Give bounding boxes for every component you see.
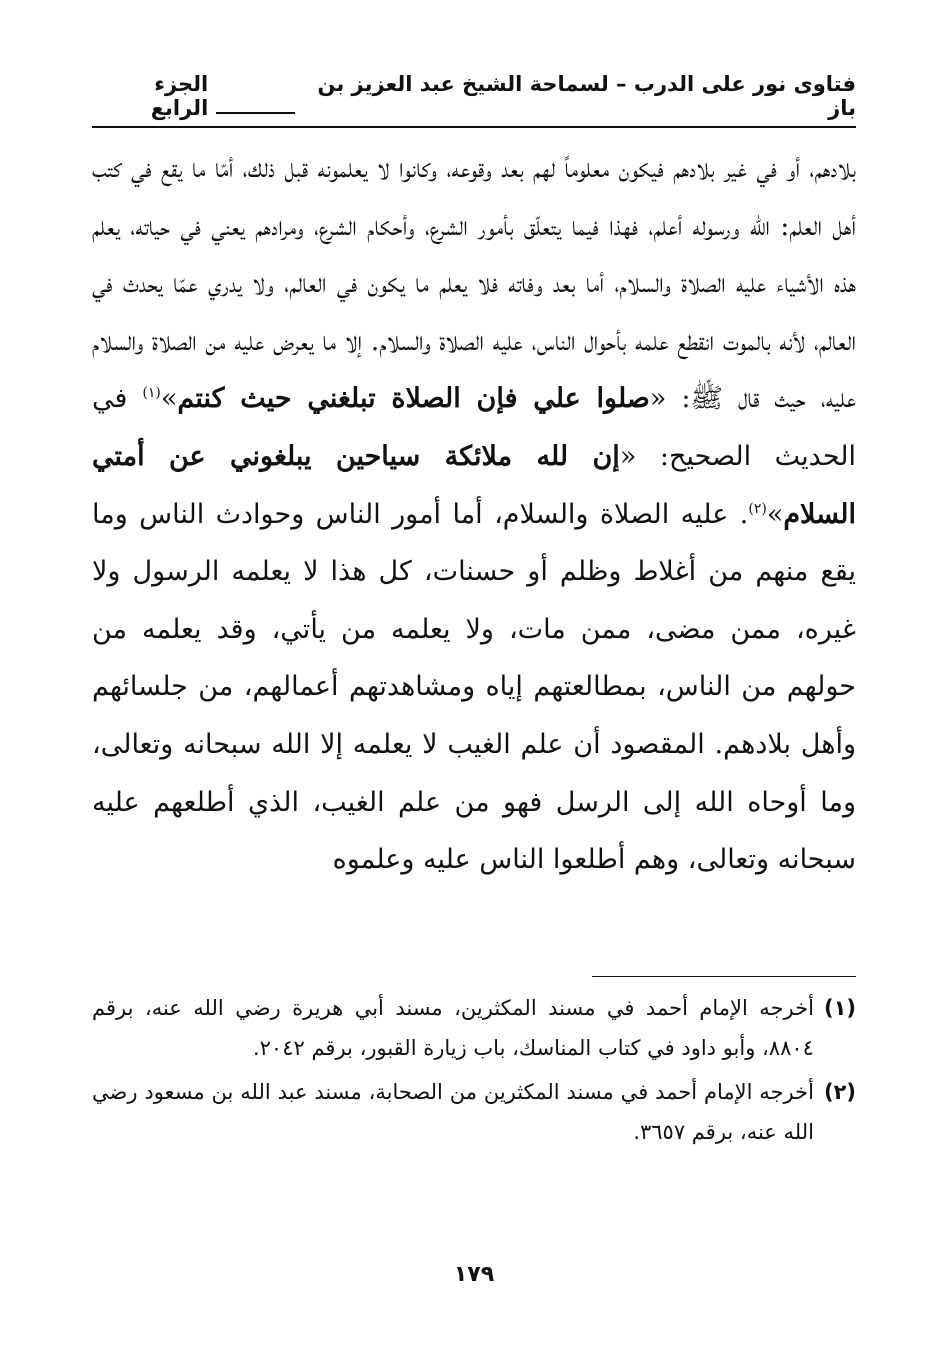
footnote-divider [592, 976, 856, 977]
main-text [92, 140, 856, 889]
book-title: فتاوى نور على الدرب [633, 72, 856, 96]
volume-label: الجزء الرابع [150, 72, 209, 120]
text-segment-4: » [766, 498, 784, 530]
text-segment-3: في الحديث الصحيح: « [92, 383, 856, 472]
header-rule [216, 112, 294, 114]
footnote-number: (٢) [823, 1080, 856, 1104]
running-header [92, 72, 856, 128]
footnote-text: أخرجه الإمام أحمد في مسند المكثرين، مسند أبي هريرة رضي الله عنه، برقم ٨٨٠٤، وأبو داود في كتاب المناسك، باب زيارة القبور، برقم ٢٠٤٢. [92, 996, 814, 1060]
header-separator: – [616, 72, 627, 96]
header-title [295, 72, 857, 120]
footnote-text: أخرجه الإمام أحمد في مسند المكثرين من الصحابة، مسند عبد الله بن مسعود رضي الله عنه، برقم ٣٦٥٧. [92, 1080, 814, 1144]
footnote-ref-1: (١) [142, 385, 161, 402]
text-segment-2: » [160, 383, 178, 415]
footnote-ref-2: (٢) [748, 500, 767, 517]
footnotes [92, 988, 856, 1156]
header-volume-group [92, 72, 295, 120]
footnote-2 [92, 1072, 856, 1152]
page-number: ١٧٩ [453, 1262, 495, 1287]
text-segment-1: بلادهم، أو في غير بلادهم فيكون معلوماً لهم بعد وقوعه، وكانوا لا يعلمونه قبل ذلك، أمّا ما يقع في كتب أهل العلم: الله ورسوله أعلم، فهذا فيما يتعلّق بأمور الشرع، وأحكام الشرع، ومرادهم يعني في حياته، يعلم هذه الأشياء عليه الصلاة والسلام، أما بعد وفاته فلا يعلم ما يكون في العالم، ولا يدري عمّا يحدث في العالم، لأنه بالموت انقطع علمه بأحوال الناس، عليه الصلاة والسلام. إلا ما يعرض عليه من الصلاة والسلام عليه، حيث قال ﷺ: « [92, 153, 857, 415]
author-name: لسماحة الشيخ عبد العزيز بن باز [317, 72, 856, 120]
hadith-quote-2: إن لله ملائكة سياحين يبلغوني عن أمتي السلام [92, 440, 856, 530]
main-paragraph [92, 140, 856, 889]
footnote-1 [92, 988, 856, 1068]
footnote-number: (١) [823, 996, 856, 1020]
text-segment-5: . عليه الصلاة والسلام، أما أمور الناس وحوادث الناس وما يقع منهم من أغلاط وظلم أو حسنات، كل هذا لا يعلمه الرسول ولا غيره، ممن مضى، ممن مات، ولا يعلمه من يأتي، وقد يعلمه من حولهم من الناس، بمطالعتهم إياه ومشاهدتهم أعمالهم، من جلسائهم وأهل بلادهم. المقصود أن علم الغيب لا يعلمه إلا الله سبحانه وتعالى، وما أوحاه الله إلى الرسل فهو من علم الغيب، الذي أطلعهم عليه سبحانه وتعالى، وهم أطلعوا الناس عليه وعلموه [92, 498, 856, 876]
hadith-quote-1: صلوا علي فإن الصلاة تبلغني حيث كنتم [177, 383, 650, 415]
